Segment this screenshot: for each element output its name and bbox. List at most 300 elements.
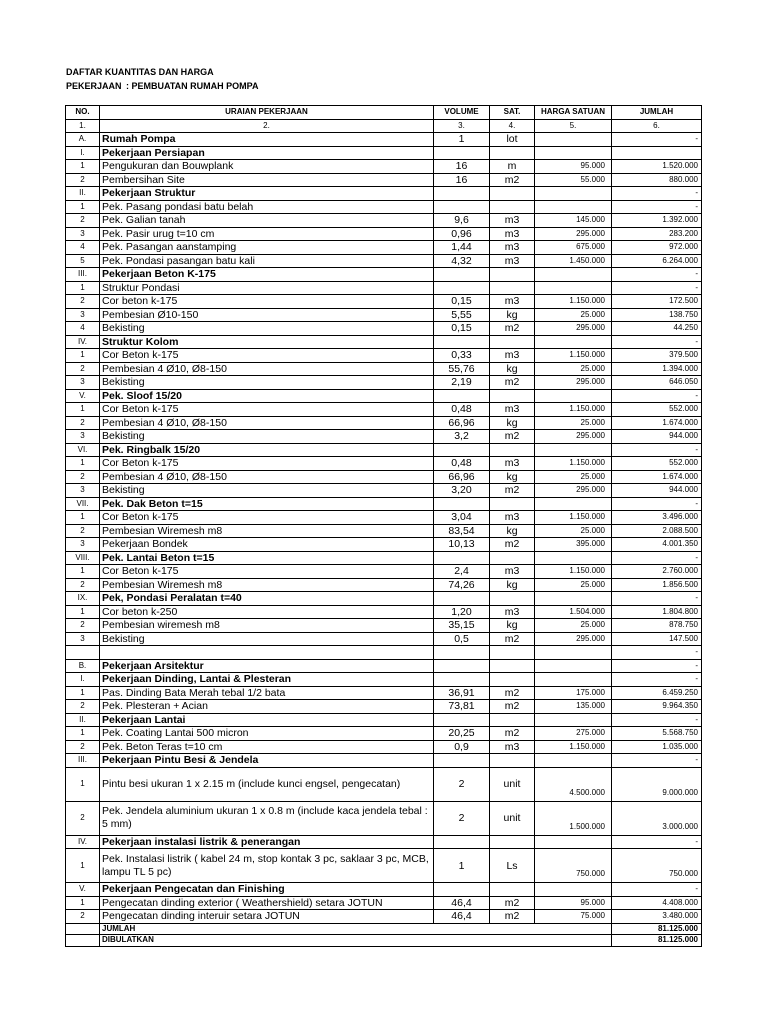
table-row — [66, 227, 702, 241]
item-number: IX. — [66, 592, 100, 606]
item-description: Pek. Lantai Beton t=15 — [100, 551, 434, 565]
item-unit-price: 1.150.000 — [535, 565, 612, 579]
item-total: 1.804.800 — [612, 605, 702, 619]
item-unit-price — [535, 281, 612, 295]
item-volume: 0,33 — [434, 349, 490, 363]
item-number: 1 — [66, 686, 100, 700]
item-total: 1.035.000 — [612, 740, 702, 754]
item-number: II. — [66, 187, 100, 201]
item-volume: 0,5 — [434, 632, 490, 646]
item-total: - — [612, 335, 702, 349]
item-description: Pek. Sloof 15/20 — [100, 389, 434, 403]
item-volume: 0,15 — [434, 295, 490, 309]
item-unit — [490, 389, 535, 403]
item-volume — [434, 200, 490, 214]
item-unit: m3 — [490, 511, 535, 525]
item-volume: 46,4 — [434, 910, 490, 924]
table-row — [66, 700, 702, 714]
item-total: 2.760.000 — [612, 565, 702, 579]
item-total: 1.392.000 — [612, 214, 702, 228]
table-row — [66, 551, 702, 565]
item-unit-price: 1.150.000 — [535, 457, 612, 471]
item-total: - — [612, 497, 702, 511]
table-row — [66, 511, 702, 525]
item-unit-price — [535, 146, 612, 160]
table-row — [66, 322, 702, 336]
item-description: Cor Beton k-175 — [100, 565, 434, 579]
table-row — [66, 484, 702, 498]
table-row — [66, 254, 702, 268]
item-unit-price: 395.000 — [535, 538, 612, 552]
item-unit-price — [535, 268, 612, 282]
item-number: IV. — [66, 835, 100, 849]
table-row — [66, 767, 702, 801]
item-total: 44.250 — [612, 322, 702, 336]
item-description: Pekerjaan instalasi listrik & penerangan — [100, 835, 434, 849]
item-volume: 66,96 — [434, 470, 490, 484]
item-unit-price: 295.000 — [535, 632, 612, 646]
item-unit: m3 — [490, 254, 535, 268]
item-unit-price — [535, 754, 612, 768]
item-unit — [490, 443, 535, 457]
item-total: 4.001.350 — [612, 538, 702, 552]
item-volume: 1,20 — [434, 605, 490, 619]
item-unit: m3 — [490, 349, 535, 363]
table-row — [66, 470, 702, 484]
item-total: 4.408.000 — [612, 896, 702, 910]
item-number: V. — [66, 883, 100, 897]
item-volume: 36,91 — [434, 686, 490, 700]
item-volume: 16 — [434, 160, 490, 174]
item-description: Pengukuran dan Bouwplank — [100, 160, 434, 174]
item-number: 3 — [66, 484, 100, 498]
item-volume: 2,4 — [434, 565, 490, 579]
item-unit — [490, 335, 535, 349]
item-volume — [434, 389, 490, 403]
project-line — [66, 81, 259, 91]
item-volume: 1,44 — [434, 241, 490, 255]
item-total: 750.000 — [612, 849, 702, 883]
item-total: - — [612, 268, 702, 282]
item-total: 646.050 — [612, 376, 702, 390]
item-number: 1 — [66, 281, 100, 295]
item-unit-price: 1.150.000 — [535, 349, 612, 363]
item-unit-price — [535, 187, 612, 201]
item-volume: 0,48 — [434, 403, 490, 417]
table-row — [66, 187, 702, 201]
column-number: 6. — [612, 119, 702, 133]
item-volume: 4,32 — [434, 254, 490, 268]
item-description: Pek. Ringbalk 15/20 — [100, 443, 434, 457]
table-row — [66, 659, 702, 673]
item-unit-price — [535, 883, 612, 897]
item-number: 1 — [66, 849, 100, 883]
item-volume: 66,96 — [434, 416, 490, 430]
item-unit-price: 95.000 — [535, 896, 612, 910]
item-total: - — [612, 592, 702, 606]
item-unit-price: 175.000 — [535, 686, 612, 700]
item-unit-price: 25.000 — [535, 524, 612, 538]
item-volume: 5,55 — [434, 308, 490, 322]
item-total: - — [612, 133, 702, 147]
item-number: A. — [66, 133, 100, 147]
item-description: Pek. Beton Teras t=10 cm — [100, 740, 434, 754]
item-unit — [490, 200, 535, 214]
item-total: - — [612, 754, 702, 768]
table-row — [66, 430, 702, 444]
item-unit — [490, 659, 535, 673]
column-number: 3. — [434, 119, 490, 133]
item-unit — [490, 713, 535, 727]
item-unit: kg — [490, 578, 535, 592]
item-unit: m2 — [490, 686, 535, 700]
item-unit: m3 — [490, 565, 535, 579]
item-volume: 1 — [434, 849, 490, 883]
item-description: Pembesian wiremesh m8 — [100, 619, 434, 633]
item-number: VIII. — [66, 551, 100, 565]
item-volume: 3,04 — [434, 511, 490, 525]
item-unit: kg — [490, 362, 535, 376]
item-unit: kg — [490, 619, 535, 633]
item-unit — [490, 883, 535, 897]
item-total: - — [612, 281, 702, 295]
item-total: 1.520.000 — [612, 160, 702, 174]
item-unit: m3 — [490, 241, 535, 255]
item-volume — [434, 659, 490, 673]
table-row — [66, 605, 702, 619]
item-number: 1 — [66, 200, 100, 214]
item-unit: m2 — [490, 700, 535, 714]
item-total — [612, 146, 702, 160]
table-row — [66, 565, 702, 579]
item-number: 2 — [66, 700, 100, 714]
header-unit: SAT. — [490, 106, 535, 120]
item-unit: m2 — [490, 484, 535, 498]
item-unit — [490, 146, 535, 160]
table-row — [66, 457, 702, 471]
item-description: Pekerjaan Dinding, Lantai & Plesteran — [100, 673, 434, 687]
item-description: Cor Beton k-175 — [100, 457, 434, 471]
item-description: Pek. Galian tanah — [100, 214, 434, 228]
item-total: 880.000 — [612, 173, 702, 187]
item-volume — [434, 335, 490, 349]
item-unit-price — [535, 659, 612, 673]
item-description: Struktur Kolom — [100, 335, 434, 349]
item-unit: m2 — [490, 632, 535, 646]
table-row — [66, 592, 702, 606]
item-description: Bekisting — [100, 484, 434, 498]
item-number: 2 — [66, 416, 100, 430]
item-total: - — [612, 883, 702, 897]
item-unit: m3 — [490, 214, 535, 228]
item-number: 1 — [66, 767, 100, 801]
item-number: 2 — [66, 524, 100, 538]
table-row — [66, 849, 702, 883]
item-number: I. — [66, 673, 100, 687]
item-description: Pek. Instalasi listrik ( kabel 24 m, stop kontak 3 pc, saklaar 3 pc, MCB, lampu TL 5 pc) — [100, 849, 434, 883]
summary-blank-cell — [66, 923, 100, 935]
table-row — [66, 349, 702, 363]
item-total: 9.000.000 — [612, 767, 702, 801]
quantity-price-table — [65, 105, 702, 947]
item-description: Pembersihan Site — [100, 173, 434, 187]
item-total: - — [612, 443, 702, 457]
table-header-row — [66, 106, 702, 120]
table-row — [66, 389, 702, 403]
item-description: Pekerjaan Arsitektur — [100, 659, 434, 673]
item-total: - — [612, 835, 702, 849]
document-title: DAFTAR KUANTITAS DAN HARGA — [66, 67, 214, 77]
item-unit-price: 1.150.000 — [535, 295, 612, 309]
item-number: 2 — [66, 910, 100, 924]
item-unit: m3 — [490, 457, 535, 471]
item-volume: 2 — [434, 801, 490, 835]
item-number: 5 — [66, 254, 100, 268]
item-volume — [434, 883, 490, 897]
item-description: Pengecatan dinding exterior ( Weathershield) setara JOTUN — [100, 896, 434, 910]
item-unit — [490, 497, 535, 511]
item-volume: 2,19 — [434, 376, 490, 390]
item-description: Pek. Plesteran + Acian — [100, 700, 434, 714]
item-description: Pekerjaan Pintu Besi & Jendela — [100, 754, 434, 768]
item-unit-price: 275.000 — [535, 727, 612, 741]
item-number: B. — [66, 659, 100, 673]
item-total: 552.000 — [612, 457, 702, 471]
item-volume — [434, 281, 490, 295]
header-no: NO. — [66, 106, 100, 120]
item-unit-price: 25.000 — [535, 362, 612, 376]
item-description: Pekerjaan Beton K-175 — [100, 268, 434, 282]
item-total: 3.000.000 — [612, 801, 702, 835]
summary-label: JUMLAH — [100, 923, 612, 935]
item-unit-price — [535, 389, 612, 403]
table-row — [66, 268, 702, 282]
item-number: 1 — [66, 727, 100, 741]
item-number: 1 — [66, 896, 100, 910]
item-unit — [490, 268, 535, 282]
header-volume: VOLUME — [434, 106, 490, 120]
item-description: Pekerjaan Struktur — [100, 187, 434, 201]
item-volume: 83,54 — [434, 524, 490, 538]
item-total: 9.964.350 — [612, 700, 702, 714]
item-unit: m2 — [490, 727, 535, 741]
item-volume — [434, 268, 490, 282]
item-unit — [490, 187, 535, 201]
item-number: 2 — [66, 619, 100, 633]
item-description: Struktur Pondasi — [100, 281, 434, 295]
item-description: Pek, Pondasi Peralatan t=40 — [100, 592, 434, 606]
item-unit: Ls — [490, 849, 535, 883]
item-number: III. — [66, 754, 100, 768]
table-row — [66, 416, 702, 430]
item-description: Pekerjaan Bondek — [100, 538, 434, 552]
item-unit: m2 — [490, 910, 535, 924]
header-total: JUMLAH — [612, 106, 702, 120]
item-number: 1 — [66, 605, 100, 619]
item-unit: kg — [490, 524, 535, 538]
item-unit — [490, 673, 535, 687]
table-row — [66, 538, 702, 552]
item-unit-price: 1.504.000 — [535, 605, 612, 619]
summary-label: DIBULATKAN — [100, 935, 612, 947]
item-volume — [434, 673, 490, 687]
item-unit — [490, 835, 535, 849]
item-volume: 2 — [434, 767, 490, 801]
item-total: - — [612, 646, 702, 660]
item-unit-price — [535, 835, 612, 849]
item-total: 379.500 — [612, 349, 702, 363]
item-description — [100, 646, 434, 660]
item-total: 1.394.000 — [612, 362, 702, 376]
item-number: 2 — [66, 362, 100, 376]
item-number: 2 — [66, 295, 100, 309]
item-number: 3 — [66, 430, 100, 444]
summary-row — [66, 923, 702, 935]
item-number: 1 — [66, 349, 100, 363]
table-row — [66, 146, 702, 160]
item-unit-price: 25.000 — [535, 578, 612, 592]
item-unit-price: 675.000 — [535, 241, 612, 255]
item-unit: kg — [490, 470, 535, 484]
item-number: IV. — [66, 335, 100, 349]
table-row — [66, 740, 702, 754]
item-volume: 3,20 — [434, 484, 490, 498]
item-volume — [434, 146, 490, 160]
table-row — [66, 835, 702, 849]
item-number: VII. — [66, 497, 100, 511]
item-unit-price: 135.000 — [535, 700, 612, 714]
item-number: 1 — [66, 160, 100, 174]
summary-blank-cell — [66, 935, 100, 947]
item-total: 3.496.000 — [612, 511, 702, 525]
item-description: Bekisting — [100, 430, 434, 444]
item-volume: 16 — [434, 173, 490, 187]
table-row — [66, 443, 702, 457]
item-volume — [434, 754, 490, 768]
item-unit-price — [535, 335, 612, 349]
item-unit: m3 — [490, 740, 535, 754]
item-description: Pek. Pasangan aanstamping — [100, 241, 434, 255]
table-row — [66, 173, 702, 187]
item-description: Bekisting — [100, 632, 434, 646]
table-row — [66, 713, 702, 727]
item-unit: m2 — [490, 322, 535, 336]
item-unit: m2 — [490, 896, 535, 910]
item-unit-price — [535, 713, 612, 727]
item-description: Pekerjaan Lantai — [100, 713, 434, 727]
item-description: Cor Beton k-175 — [100, 349, 434, 363]
item-unit-price: 295.000 — [535, 484, 612, 498]
table-row — [66, 362, 702, 376]
item-volume — [434, 443, 490, 457]
item-unit — [490, 281, 535, 295]
table-row — [66, 295, 702, 309]
item-number: I. — [66, 146, 100, 160]
item-number: 2 — [66, 470, 100, 484]
item-description: Pek. Pondasi pasangan batu kali — [100, 254, 434, 268]
item-unit: m — [490, 160, 535, 174]
item-unit-price: 25.000 — [535, 416, 612, 430]
item-number: III. — [66, 268, 100, 282]
item-total: 944.000 — [612, 430, 702, 444]
item-unit-price — [535, 551, 612, 565]
item-number: II. — [66, 713, 100, 727]
table-row — [66, 241, 702, 255]
summary-value: 81.125.000 — [612, 935, 702, 947]
item-total: 1.674.000 — [612, 470, 702, 484]
table-row — [66, 376, 702, 390]
item-unit-price: 95.000 — [535, 160, 612, 174]
item-total: 878.750 — [612, 619, 702, 633]
item-total: - — [612, 673, 702, 687]
item-total: - — [612, 551, 702, 565]
item-unit: kg — [490, 308, 535, 322]
column-number: 1. — [66, 119, 100, 133]
item-description: Pembesian Wiremesh m8 — [100, 578, 434, 592]
item-description: Cor Beton k-175 — [100, 403, 434, 417]
item-unit: m2 — [490, 376, 535, 390]
item-number: 1 — [66, 403, 100, 417]
item-unit-price: 25.000 — [535, 308, 612, 322]
item-unit-price: 4.500.000 — [535, 767, 612, 801]
item-total: 944.000 — [612, 484, 702, 498]
item-unit-price: 145.000 — [535, 214, 612, 228]
item-volume: 0,96 — [434, 227, 490, 241]
item-description: Pembesian 4 Ø10, Ø8-150 — [100, 416, 434, 430]
item-unit-price — [535, 646, 612, 660]
table-row — [66, 619, 702, 633]
item-description: Pekerjaan Pengecatan dan Finishing — [100, 883, 434, 897]
item-number: 2 — [66, 214, 100, 228]
item-total: 172.500 — [612, 295, 702, 309]
item-description: Pengecatan dinding interuir setara JOTUN — [100, 910, 434, 924]
summary-row — [66, 935, 702, 947]
table-row — [66, 673, 702, 687]
item-description: Rumah Pompa — [100, 133, 434, 147]
item-unit-price: 1.450.000 — [535, 254, 612, 268]
table-row — [66, 910, 702, 924]
column-number: 4. — [490, 119, 535, 133]
item-unit-price: 25.000 — [535, 619, 612, 633]
item-volume: 10,13 — [434, 538, 490, 552]
table-row — [66, 200, 702, 214]
item-number: 1 — [66, 565, 100, 579]
item-description: Pek. Dak Beton t=15 — [100, 497, 434, 511]
item-total: 283.200 — [612, 227, 702, 241]
table-row — [66, 403, 702, 417]
item-description: Pek. Coating Lantai 500 micron — [100, 727, 434, 741]
item-number: 4 — [66, 241, 100, 255]
item-number: 1 — [66, 457, 100, 471]
item-total: 552.000 — [612, 403, 702, 417]
item-volume: 3,2 — [434, 430, 490, 444]
table-row — [66, 160, 702, 174]
item-number: 3 — [66, 538, 100, 552]
table-row — [66, 727, 702, 741]
item-volume: 74,26 — [434, 578, 490, 592]
table-row — [66, 801, 702, 835]
item-total: - — [612, 713, 702, 727]
item-total: 6.459.250 — [612, 686, 702, 700]
item-total: 6.264.000 — [612, 254, 702, 268]
item-number: 1 — [66, 511, 100, 525]
item-unit-price: 25.000 — [535, 470, 612, 484]
item-volume — [434, 646, 490, 660]
item-number: 3 — [66, 632, 100, 646]
item-unit — [490, 646, 535, 660]
item-unit-price: 295.000 — [535, 227, 612, 241]
item-unit-price: 295.000 — [535, 430, 612, 444]
